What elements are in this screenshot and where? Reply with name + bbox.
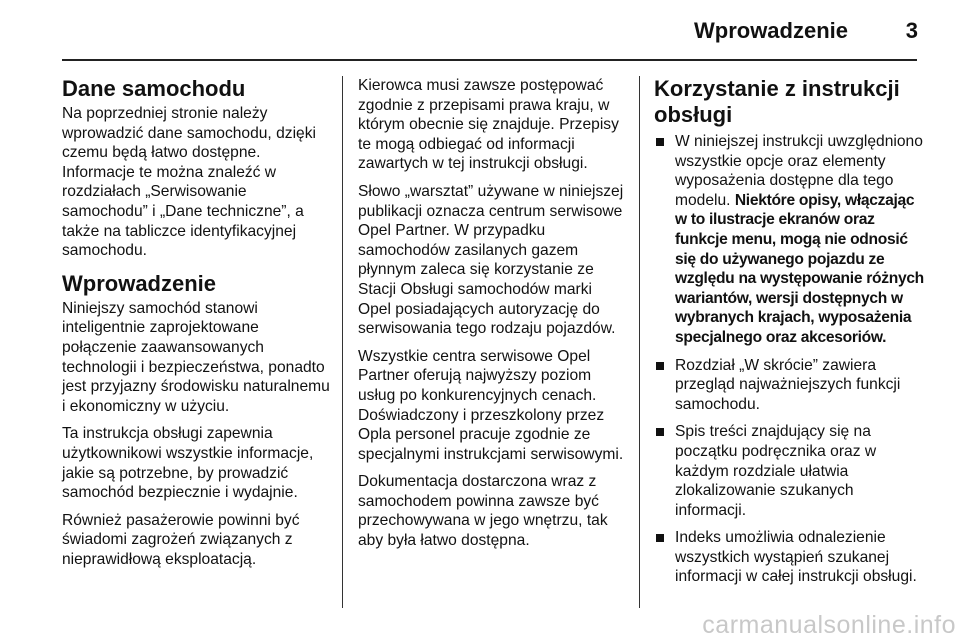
- section-heading-introduction: Wprowadzenie: [62, 270, 217, 296]
- paragraph-documentation: Dokumentacja dostarczona wraz z samochodem powinna zawsze być przechowywana w jego wnętrzu, tak aby była łatwo dostępna.: [358, 473, 608, 550]
- bullet-text: Indeks umożliwia odnalezienie wszystkich wystąpień szukanej informacji w całej instrukcji obsługi.: [675, 529, 917, 586]
- section-heading-vehicle-data: Dane samochodu: [62, 76, 246, 101]
- paragraph-vehicle-data: Na poprzedniej stronie należy wprowadzić dane samochodu, dzięki czemu będą łatwo dostępne. Informacje te można znaleźć w rozdziałach „Serwisowanie samochodu” i „Dane techniczne”, a także na tabliczce identyfikacyjnej samochodu.: [62, 105, 316, 260]
- header-divider: [62, 59, 917, 61]
- watermark: carmanualsonline.info: [702, 611, 956, 639]
- bullet-square-icon: [656, 362, 664, 370]
- column-1: [62, 76, 334, 577]
- column-divider-2: [639, 76, 640, 608]
- bullet-text: W niniejszej instrukcji uwzględniono wszystkie opcje oraz elementy wyposażenia dostępne dla tego modelu.: [675, 133, 923, 209]
- bullet-list: [654, 132, 924, 587]
- bullet-text: Rozdział „W skrócie” zawiera przegląd najważniejszych funkcji samochodu.: [675, 356, 901, 413]
- list-item: [654, 132, 924, 348]
- paragraph-intro-1: Niniejszy samochód stanowi inteligentnie zaprojektowane połączenie zaawansowanych technologii i bezpieczeństwa, ponadto jest przyjazny środowisku naturalnemu i ekonomiczny w użyciu.: [62, 299, 330, 415]
- column-3: [654, 76, 924, 595]
- header-title: Wprowadzenie: [693, 18, 848, 43]
- section-heading-using-manual: Korzystanie z instrukcji obsługi: [654, 76, 900, 127]
- page-number: 3: [905, 18, 918, 43]
- column-2: [358, 76, 628, 559]
- paragraph-driver-laws: Kierowca musi zawsze postępować zgodnie z przepisami prawa kraju, w którym obecnie się znajduje. Przepisy te mogą odbiegać od informacji zawartych w tej instrukcji obsługi.: [358, 77, 619, 173]
- paragraph-workshop: Słowo „warsztat” używane w niniejszej publikacji oznacza centrum serwisowe Opel Partner. W przypadku samochodów zasilanych gazem płynnym zaleca się korzystanie ze Stacji Obsługi samochodów marki Opel posiadających autoryzację do serwisowania tego rodzaju pojazdów.: [358, 182, 624, 338]
- paragraph-service-partners: Wszystkie centra serwisowe Opel Partner oferują najwyższy poziom usług po konkurencyjnych cenach. Doświadczony i przeszkolony przez Opla personel pracuje zgodnie ze specjalnymi instrukcjami serwisowymi.: [358, 347, 624, 463]
- list-item: [654, 528, 924, 587]
- list-item: [654, 356, 924, 415]
- bullet-square-icon: [656, 534, 664, 542]
- column-divider-1: [342, 76, 343, 608]
- list-item: [654, 422, 924, 520]
- bullet-square-icon: [656, 428, 664, 436]
- bullet-text: Spis treści znajdujący się na początku podręcznika oraz w każdym rozdziale ułatwia zlokalizowanie szukanych informacji.: [675, 423, 877, 519]
- bullet-square-icon: [656, 138, 664, 146]
- paragraph-intro-3: Również pasażerowie powinni być świadomi zagrożeń związanych z nieprawidłową eksploatacją.: [62, 511, 300, 568]
- paragraph-intro-2: Ta instrukcja obsługi zapewnia użytkownikowi wszystkie informacje, jakie są potrzebne, by prowadzić samochód bezpiecznie i wydajnie.: [62, 425, 314, 502]
- bullet-bold-text: Niektóre opisy, włączając w to ilustracje ekranów oraz funkcje menu, mogą nie odnosić się do używanego pojazdu ze względu na występowanie różnych wariantów, wersji dostępnych w wybranych krajach, wyposażenia specjalnego oraz akcesoriów.: [675, 191, 924, 346]
- page-header: [0, 0, 960, 58]
